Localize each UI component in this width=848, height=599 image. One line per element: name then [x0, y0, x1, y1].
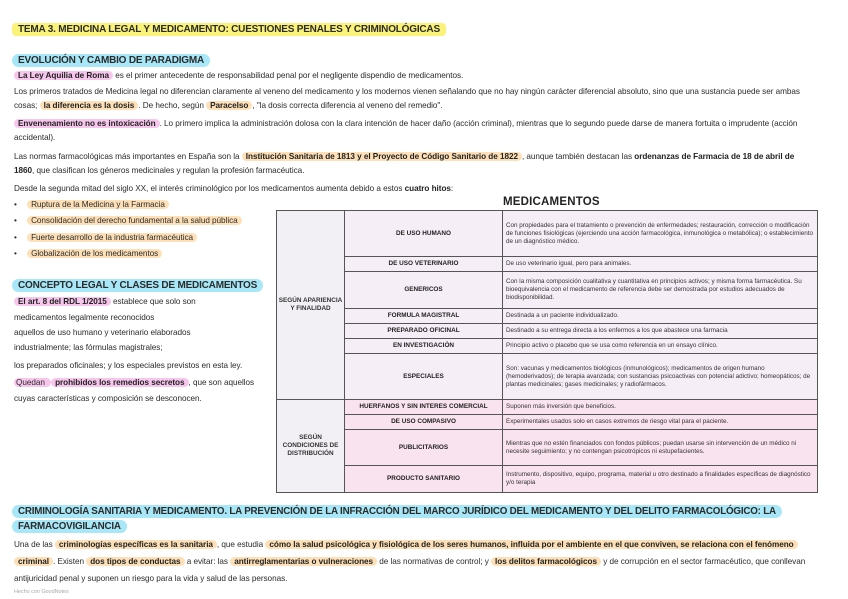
- type-cell: PREPARADO OFICINAL: [345, 324, 503, 339]
- desc-cell: Suponen más inversión que beneficios.: [503, 400, 818, 415]
- paragraph-art8-line3: aquellos de uso humano y veterinario elaborados: [14, 328, 191, 337]
- paragraph-criminologia-line2: criminal . Existen dos tipos de conductas a evitar: las antirreglamentarias o vulneraciones de las normativas de control; y los delitos farmacológicos y de corrupción en el sector farmacéutico, que conllevan: [14, 556, 805, 567]
- group-label-distribucion: SEGÚN CONDICIONES DE DISTRIBUCIÓN: [277, 400, 345, 493]
- type-cell: PUBLICITARIOS: [345, 430, 503, 466]
- paragraph-hitos-intro: Desde la segunda mitad del siglo XX, el interés criminológico por los medicamentos aumenta debido a estos cuatro hitos:: [14, 184, 454, 193]
- bullet-icon: •: [14, 233, 17, 242]
- table-row: [277, 339, 818, 354]
- desc-cell: Instrumento, dispositivo, equipo, programa, material u otro destinado a finalidades específicas de diagnóstico y/o terapia: [503, 466, 818, 493]
- desc-cell: Destinada a un paciente individualizado.: [503, 309, 818, 324]
- type-cell: GENERICOS: [345, 272, 503, 309]
- table-row: [277, 257, 818, 272]
- paragraph-art8-line1: El art. 8 del RDL 1/2015 establece que solo son: [14, 296, 196, 307]
- paragraph-art8-line2: medicamentos legalmente reconocidos: [14, 313, 155, 322]
- type-cell: PRODUCTO SANITARIO: [345, 466, 503, 493]
- section-title-criminologia-line2: FARMACOVIGILANCIA: [12, 520, 127, 533]
- bullet-icon: •: [14, 249, 17, 258]
- table-row: [277, 415, 818, 430]
- paragraph-ley-aquilia: La Ley Aquilia de Roma es el primer antecedente de responsabilidad penal por el negligente dispendio de medicamentos.: [14, 70, 463, 81]
- table-row: [277, 430, 818, 466]
- paragraph-criminologia-line3: antijuricidad penal y suponen un riesgo para la vida y salud de las personas.: [14, 574, 288, 583]
- table-row: [277, 324, 818, 339]
- list-item: • Globalización de los medicamentos: [14, 248, 162, 259]
- paragraph-criminologia-line1: Una de las criminologías específicas es la sanitaria , que estudia cómo la salud psicológica y fisiológica de los seres humanos, influida por el ambiente en el que conviven, se relaciona con el fenómeno: [14, 539, 798, 550]
- desc-cell: De uso veterinario igual, pero para animales.: [503, 257, 818, 272]
- desc-cell: Principio activo o placebo que se usa como referencia en un ensayo clínico.: [503, 339, 818, 354]
- bullet-icon: •: [14, 200, 17, 209]
- desc-cell: Mientras que no estén financiados con fondos públicos; puedan usarse sin intervención de un médico ni necesite seguimiento; y no contengan psicotrópicos ni estupefacientes.: [503, 430, 818, 466]
- watermark: Hecho con GoodNotes: [14, 589, 69, 595]
- table-row: [277, 309, 818, 324]
- type-cell: FORMULA MAGISTRAL: [345, 309, 503, 324]
- type-cell: DE USO COMPASIVO: [345, 415, 503, 430]
- list-item: • Ruptura de la Medicina y la Farmacia: [14, 199, 169, 210]
- paragraph-tratados-line2: cosas; la diferencia es la dosis . De hecho, según Paracelso , "la dosis correcta diferencia al veneno del remedio".: [14, 101, 443, 110]
- paragraph-envenenamiento-line2: accidental).: [14, 133, 56, 142]
- table-row: [277, 400, 818, 415]
- page-title: TEMA 3. MEDICINA LEGAL Y MEDICAMENTO: CUESTIONES PENALES Y CRIMINOLÓGICAS: [12, 23, 446, 36]
- bullet-icon: •: [14, 216, 17, 225]
- group-label-apariencia: SEGÚN APARIENCIA Y FINALIDAD: [277, 211, 345, 400]
- list-item: • Consolidación del derecho fundamental a la salud pública: [14, 215, 242, 226]
- paragraph-remedios-line1: Quedan prohibidos los remedios secretos , que son aquellos: [16, 378, 255, 387]
- type-cell: EN INVESTIGACIÓN: [345, 339, 503, 354]
- table-row: [277, 354, 818, 400]
- table-row: [277, 272, 818, 309]
- table-title: MEDICAMENTOS: [503, 196, 600, 208]
- section-title-criminologia-line1: CRIMINOLOGÍA SANITARIA Y MEDICAMENTO. LA PREVENCIÓN DE LA INFRACCIÓN DEL MARCO JURÍDICO DEL MEDICAMENTO Y DEL DELITO FARMACOLÓGICO: LA: [12, 505, 782, 518]
- desc-cell: Con propiedades para el tratamiento o prevención de enfermedades; restauración, corrección o modificación de funciones fisiológicas (ejerciendo una acción farmacológica, inmunológica o metabólica); o establecimiento de un diagnóstico médico.: [503, 211, 818, 257]
- type-cell: DE USO HUMANO: [345, 211, 503, 257]
- type-cell: DE USO VETERINARIO: [345, 257, 503, 272]
- type-cell: HUERFANOS Y SIN INTERES COMERCIAL: [345, 400, 503, 415]
- paragraph-envenenamiento-line1: Envenenamiento no es intoxicación . Lo primero implica la administración dolosa con la clara intención de hacer daño (acción criminal), mientras que lo segundo puede darse de manera fortuita o imprudente (acción: [14, 118, 797, 129]
- desc-cell: Son: vacunas y medicamentos biológicos (inmunológicos); medicamentos de origen humano (hemoderivados); de terapia avanzada; con sustancias psicoactivas con potencial adictivo; homeopáticos; de plantas medicinales; gases medicinales; y radiofármacos.: [503, 354, 818, 400]
- paragraph-art8-line5: los preparados oficinales; y los especiales previstos en esta ley.: [14, 361, 243, 370]
- list-item: • Fuerte desarrollo de la industria farmacéutica: [14, 232, 197, 243]
- desc-cell: Con la misma composición cualitativa y cuantitativa en principios activos; y misma forma farmacéutica. Su bioequivalencia con el medicamento de referencia debe ser demostrada por estudios adecuados de biodisponibilidad.: [503, 272, 818, 309]
- paragraph-remedios-line2: cuyas características y composición se desconocen.: [14, 394, 202, 403]
- table-row: [277, 211, 818, 257]
- paragraph-art8-line4: industrialmente; las fórmulas magistrales;: [14, 343, 163, 352]
- desc-cell: Experimentales usados solo en casos extremos de riesgo vital para el paciente.: [503, 415, 818, 430]
- type-cell: ESPECIALES: [345, 354, 503, 400]
- paragraph-normas-line1: Las normas farmacológicas más importantes en España son la Institución Sanitaria de 1813 y el Proyecto de Código Sanitario de 1822 , aunque también destacan las ordenanzas de Farmacia de 18 de abril de: [14, 152, 795, 161]
- table-row: [277, 466, 818, 493]
- section-title-concepto: CONCEPTO LEGAL Y CLASES DE MEDICAMENTOS: [12, 279, 263, 292]
- medicamentos-table: [276, 210, 818, 493]
- section-title-evolucion: EVOLUCIÓN Y CAMBIO DE PARADIGMA: [12, 54, 210, 67]
- desc-cell: Destinado a su entrega directa a los enfermos a los que abastece una farmacia: [503, 324, 818, 339]
- paragraph-tratados-line1: Los primeros tratados de Medicina legal no diferencian claramente al veneno del medicamento y los modernos vienen señalando que no hay ningún carácter diferencial absoluto, sino que una sustancia puede ser ambas: [14, 87, 800, 96]
- paragraph-normas-line2: 1860, que clasifican los géneros medicinales y regulan la profesión farmacéutica.: [14, 166, 305, 175]
